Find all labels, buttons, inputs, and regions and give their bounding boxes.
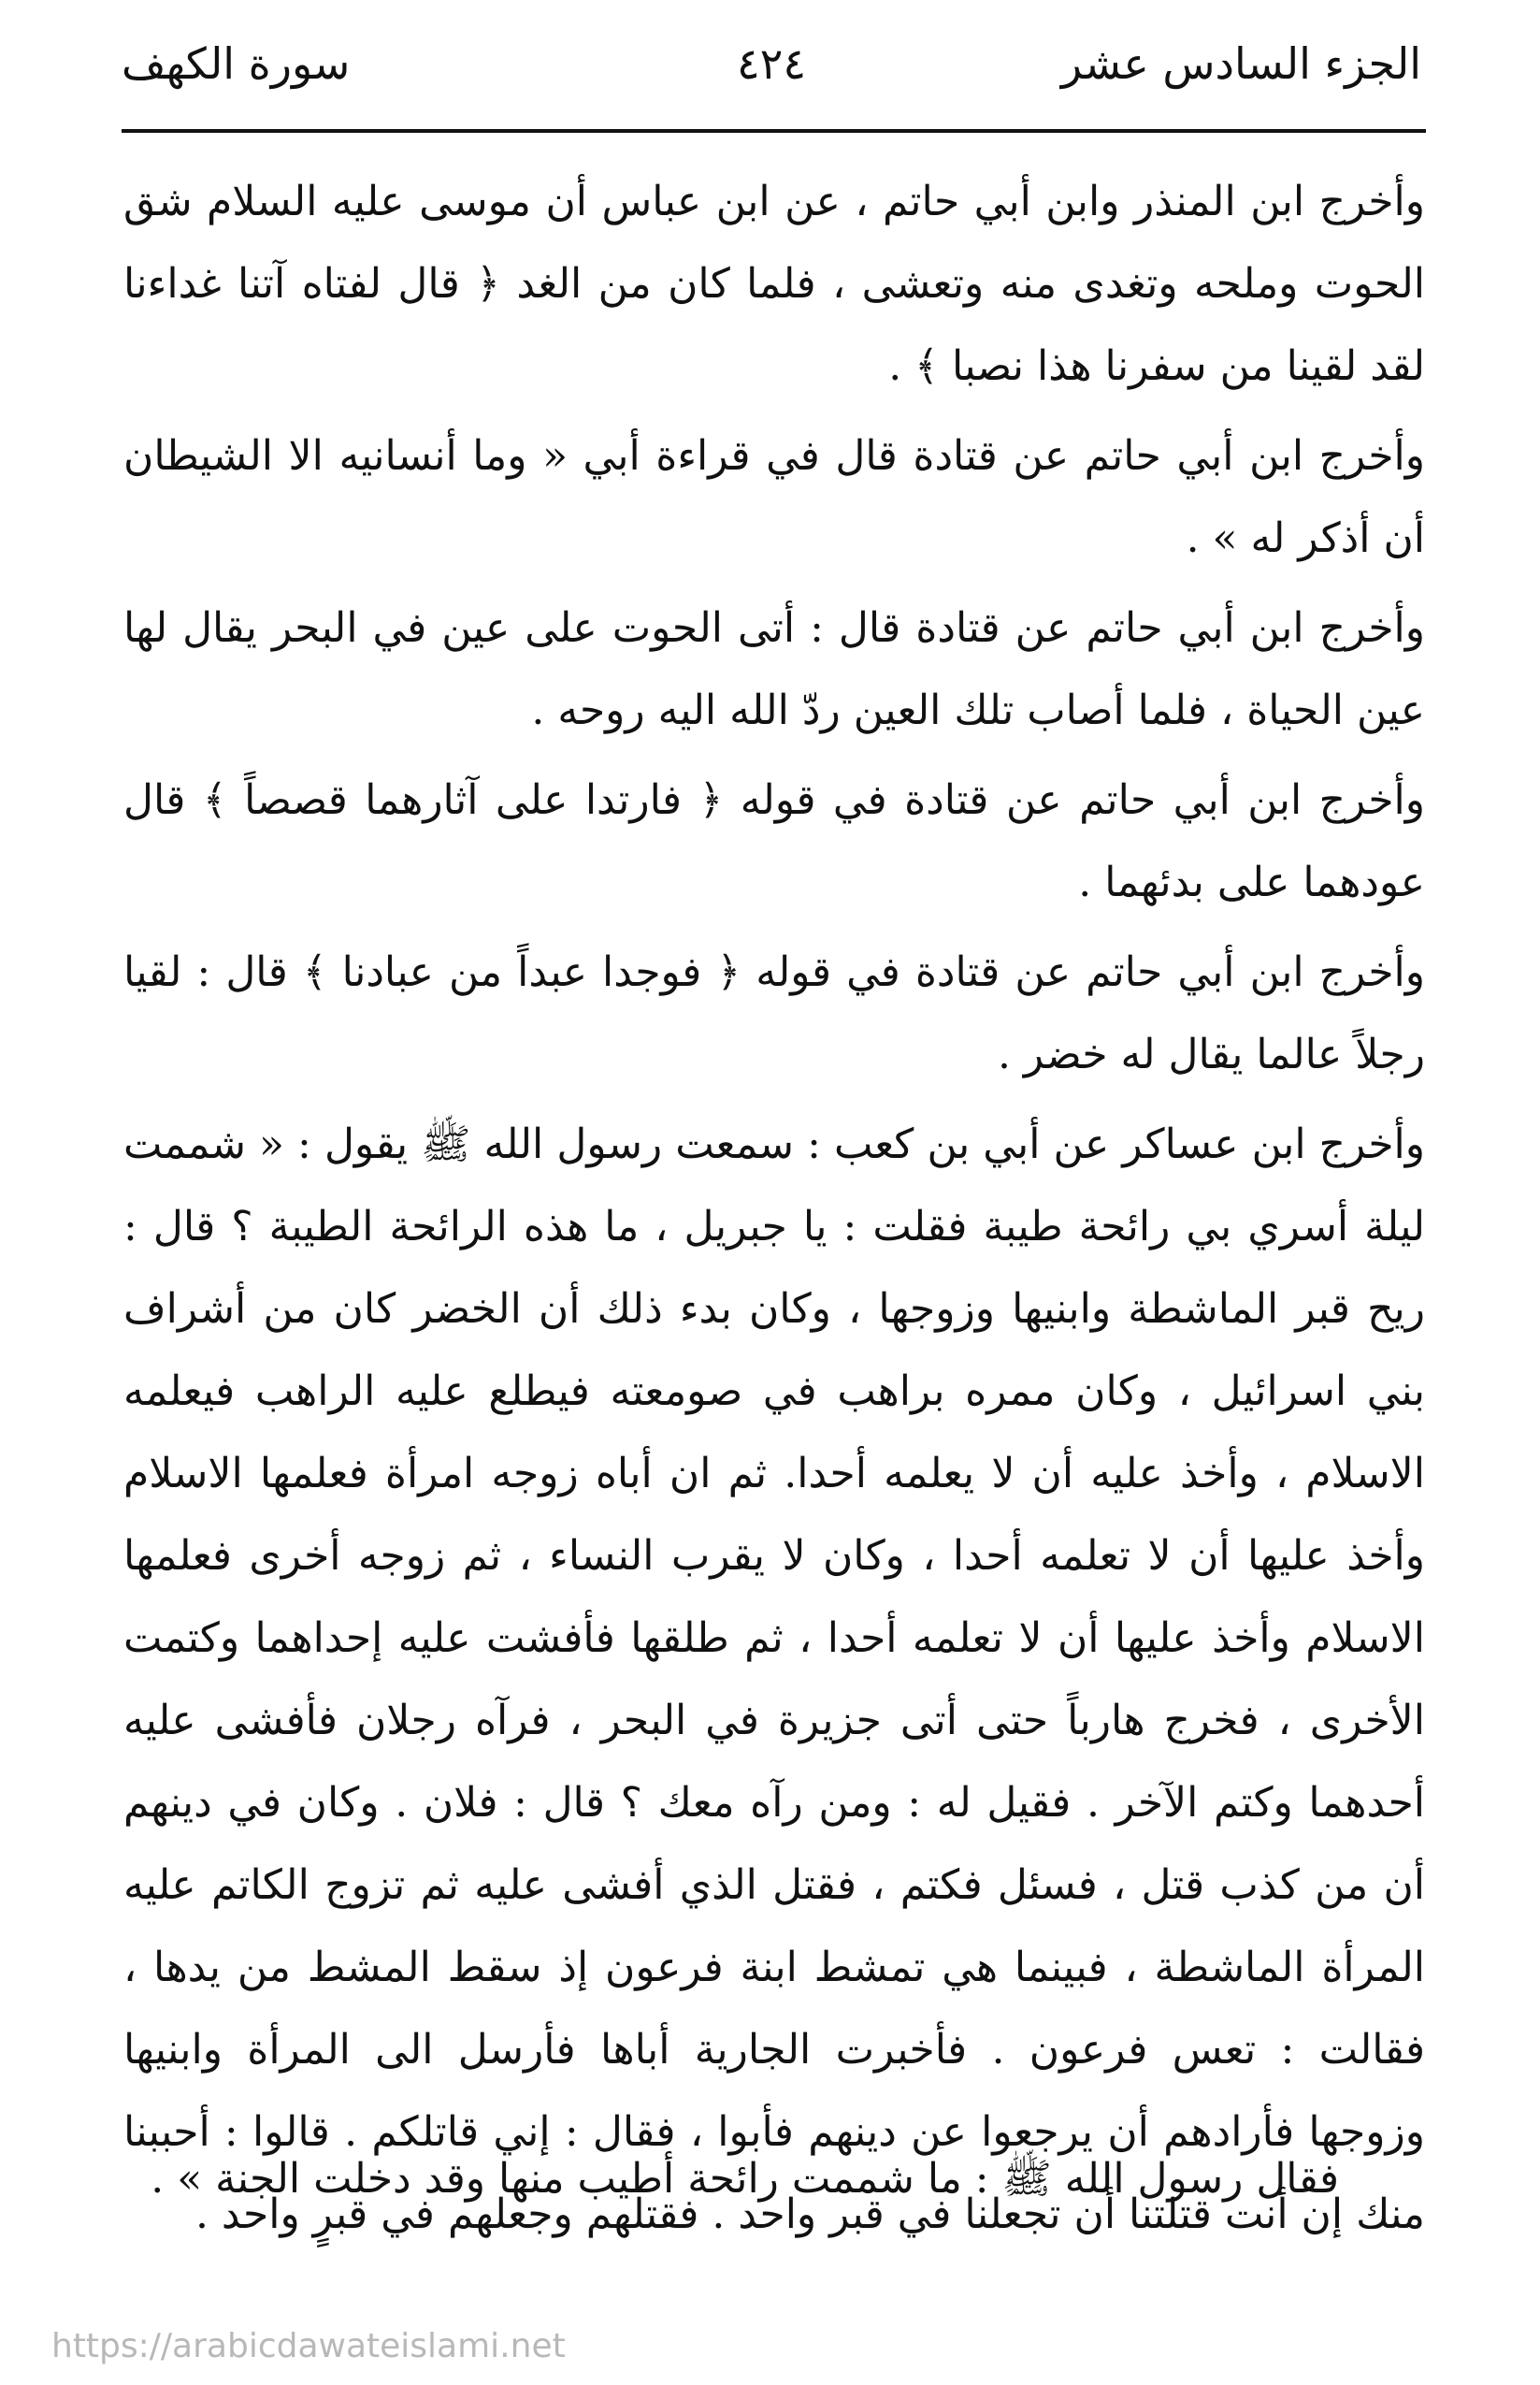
paragraph-1: وأخرج ابن المنذر وابن أبي حاتم ، عن ابن عباس أن موسى عليه السلام شق الحوت وملحه وتغدى منه وتعشى ، فلما كان من الغد ﴿ قال لفتاه آتنا غداءنا لقد لقينا من سفرنا هذا نصبا ﴾ .: [123, 178, 1425, 390]
paragraph-5: وأخرج ابن أبي حاتم عن قتادة في قوله ﴿ فوجدا عبداً من عبادنا ﴾ قال : لقيا رجلاً عالما يقال له خضر .: [123, 948, 1425, 1078]
paragraph-2: وأخرج ابن أبي حاتم عن قتادة قال في قراءة أبي « وما أنسانيه الا الشيطان أن أذكر له » .: [123, 432, 1425, 562]
header-rule: [122, 129, 1426, 133]
page-header: [122, 26, 1421, 101]
paragraph-3: وأخرج ابن أبي حاتم عن قتادة قال : أتى الحوت على عين في البحر يقال لها عين الحياة ، فلما أصاب تلك العين ردّ الله اليه روحه .: [123, 604, 1425, 734]
part-label: الجزء السادس عشر: [1060, 38, 1421, 89]
watermark-url[interactable]: https://arabicdawateislami.net: [51, 2327, 566, 2365]
page-number: ٤٢٤: [736, 38, 807, 89]
page-body: [123, 161, 1425, 2256]
paragraph-4: وأخرج ابن أبي حاتم عن قتادة في قوله ﴿ فارتدا على آثارهما قصصاً ﴾ قال عودهما على بدئهما .: [123, 776, 1425, 906]
paragraph-6: وأخرج ابن عساكر عن أبي بن كعب : سمعت رسول الله ﷺ يقول : « شممت ليلة أسري بي رائحة طيبة فقلت : يا جبريل ، ما هذه الرائحة الطيبة ؟ قال : ريح قبر الماشطة وابنيها وزوجها ، وكان بدء ذلك أن الخضر كان من أشراف بني اسرائيل ، وكان ممره براهب في صومعته فيطلع عليه الراهب فيعلمه الاسلام ، وأخذ عليه أن لا يعلمه أحدا. ثم ان أباه زوجه امرأة فعلمها الاسلام وأخذ عليها أن لا تعلمه أحدا ، وكان لا يقرب النساء ، ثم زوجه أخرى فعلمها الاسلام وأخذ عليها أن لا تعلمه أحدا ، ثم طلقها فأفشت عليه إحداهما وكتمت الأخرى ، فخرج هارباً حتى أتى جزيرة في البحر ، فرآه رجلان فأفشى عليه أحدهما وكتم الآخر . فقيل له : ومن رآه معك ؟ قال : فلان . وكان في دينهم أن من كذب قتل ، فسئل فكتم ، فقتل الذي أفشى عليه ثم تزوج الكاتم عليه المرأة الماشطة ، فبينما هي تمشط ابنة فرعون إذ سقط المشط من يدها ، فقالت : تعس فرعون . فأخبرت الجارية أباها فأرسل الى المرأة وابنيها وزوجها فأرادهم أن يرجعوا عن دينهم فأبوا ، فقال : إني قاتلكم . قالوا : أحببنا منك إن أنت قتلتنا أن تجعلنا في قبر واحد . فقتلهم وجعلهم في قبرٍ واحد .: [123, 1120, 1425, 2238]
surah-label: سورة الكهف: [122, 38, 351, 89]
closing-line: فقال رسول الله ﷺ : ما شممت رائحة أطيب منها وقد دخلت الجنة » .: [151, 2155, 1339, 2203]
